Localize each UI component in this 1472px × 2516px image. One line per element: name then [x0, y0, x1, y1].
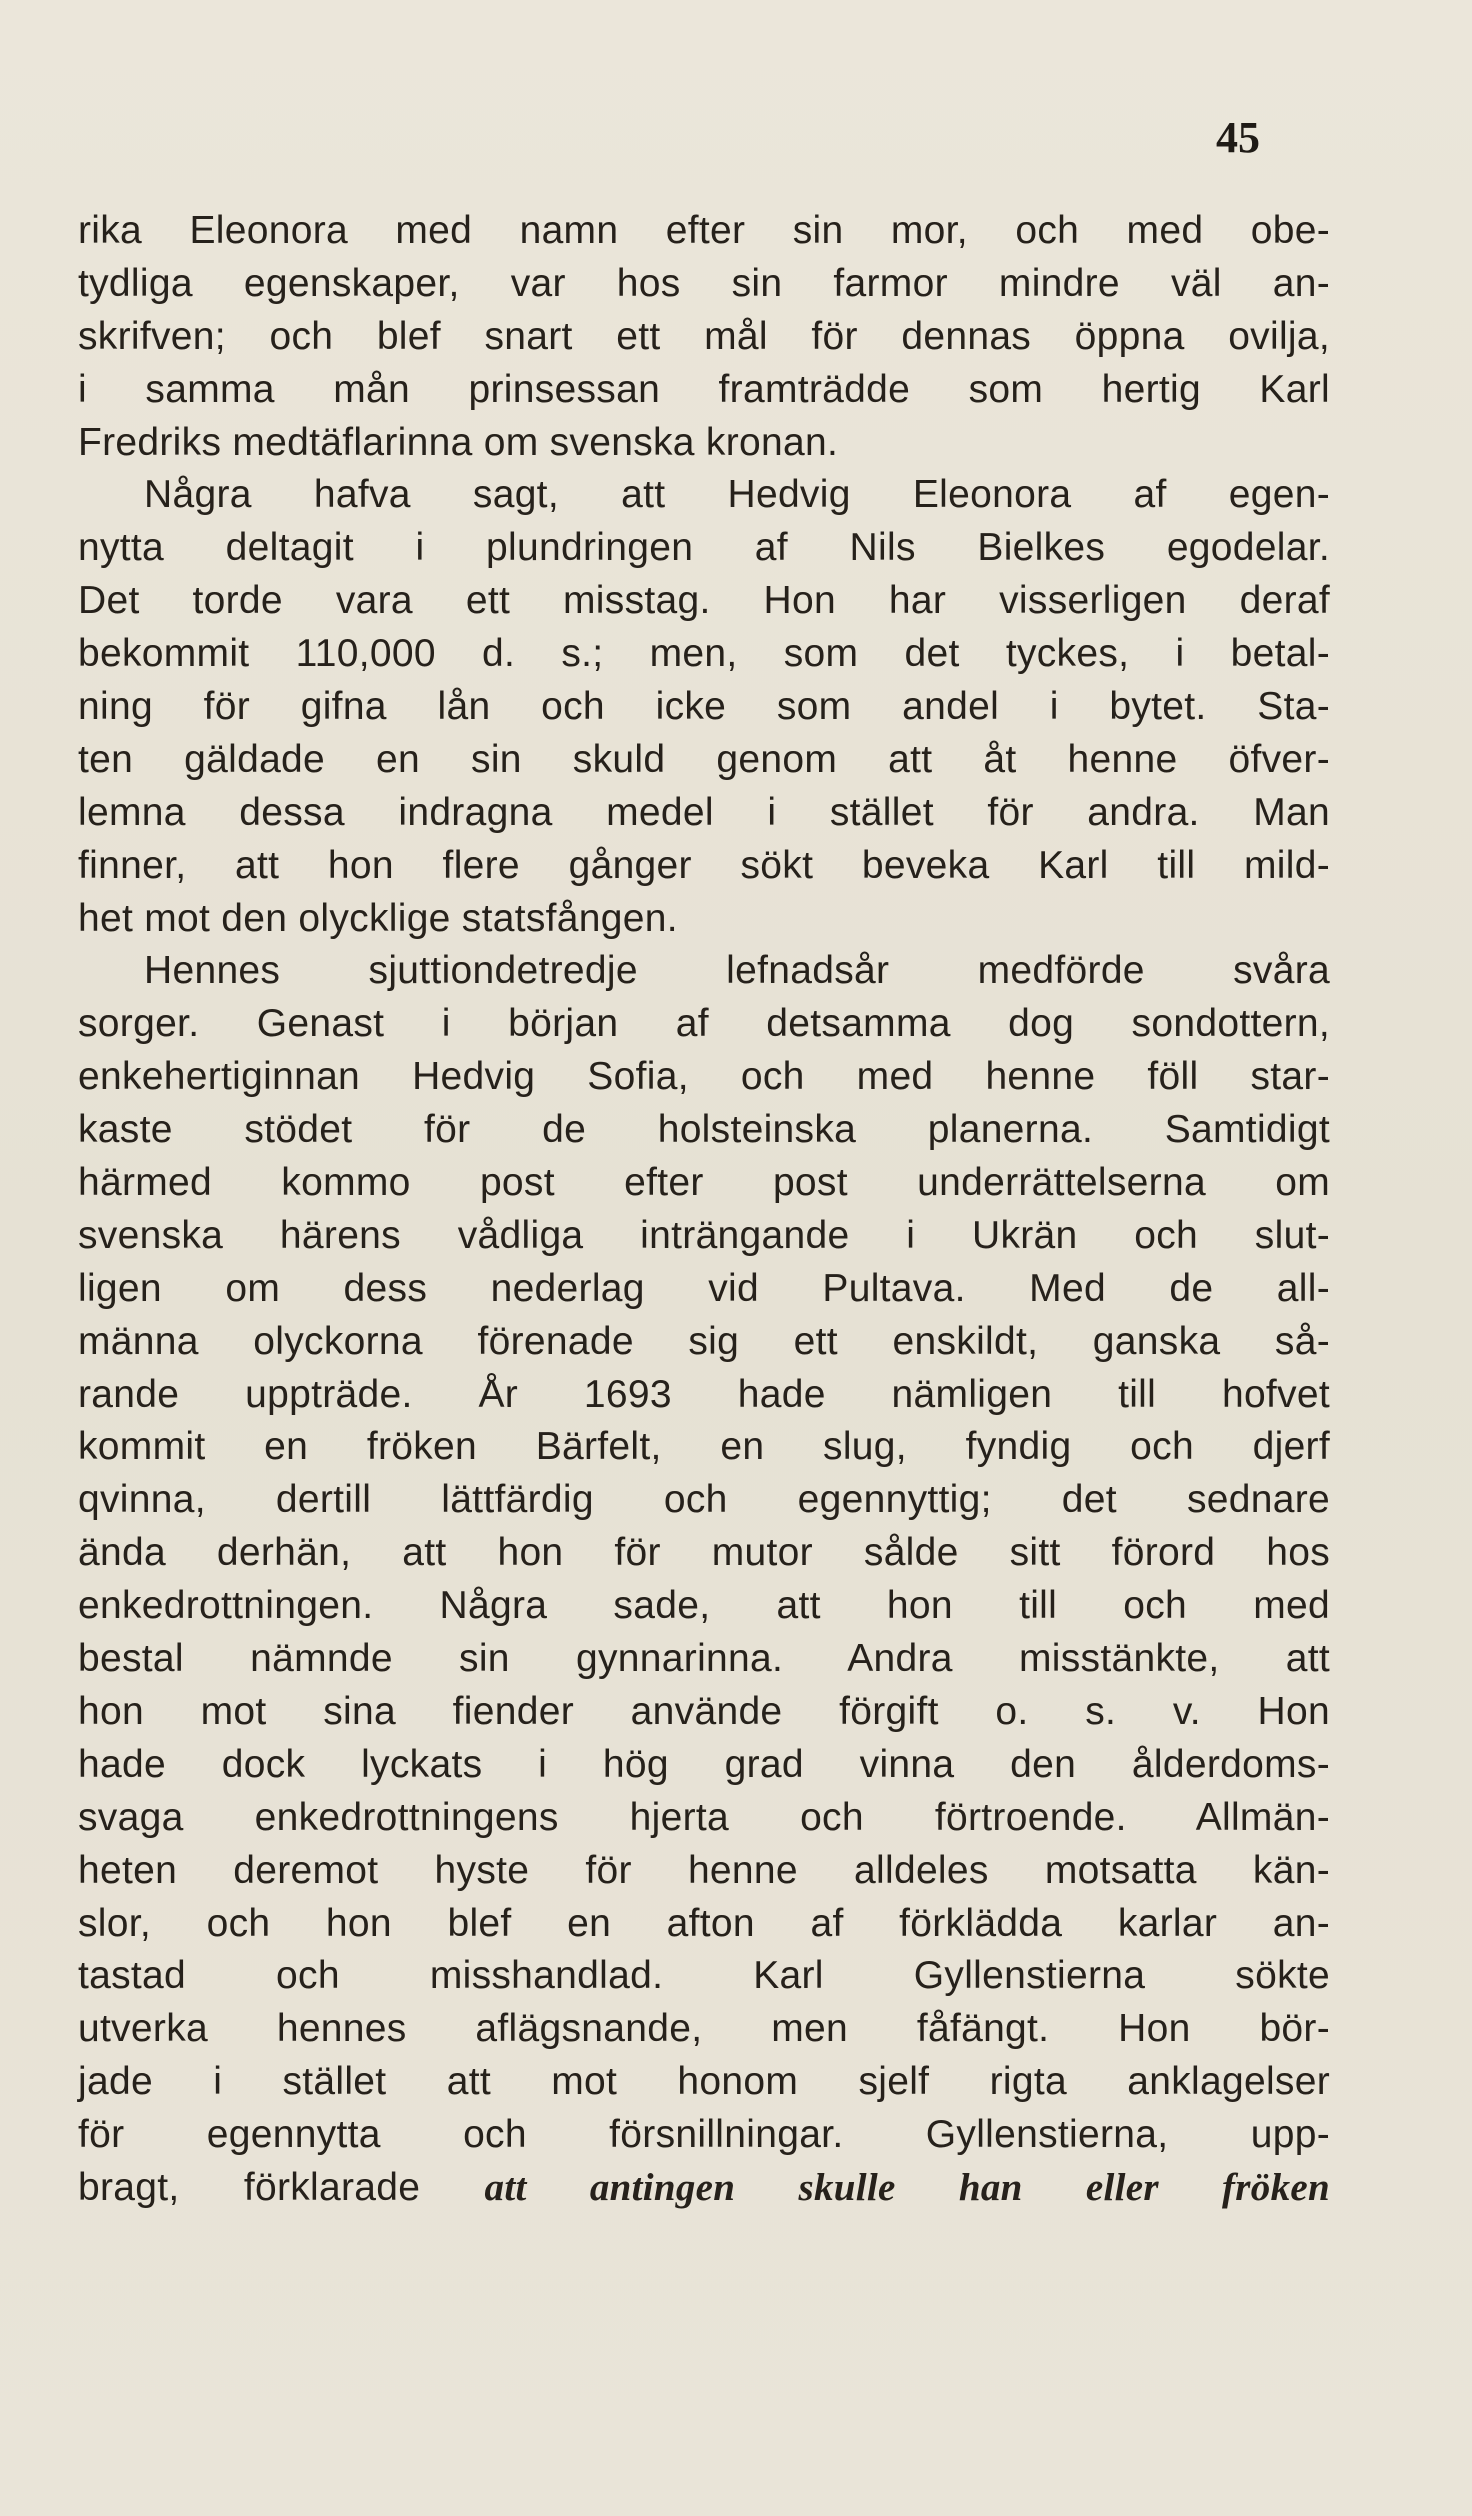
- text-line: ända derhän, att hon för mutor sålde sitt förord hos: [78, 1531, 1330, 1575]
- text-line: tastad och misshandlad. Karl Gyllenstierna sökte: [78, 1954, 1330, 1998]
- text-line: männa olyckorna förenade sig ett enskildt, ganska så-: [78, 1319, 1330, 1363]
- page-number: 45: [1216, 113, 1260, 162]
- text-line: svenska härens vådliga inträngande i Ukrän och slut-: [78, 1213, 1330, 1257]
- text-line: utverka hennes aflägsnande, men fåfängt. Hon bör-: [78, 2007, 1330, 2051]
- text-line: slor, och hon blef en afton af förklädda karlar an-: [78, 1901, 1330, 1945]
- text-line: nytta deltagit i plundringen af Nils Bielkes egodelar.: [78, 526, 1330, 570]
- final-line-italic: att antingen skulle han eller fröken: [484, 2165, 1330, 2209]
- text-line: skrifven; och blef snart ett mål för dennas öppna ovilja,: [78, 314, 1330, 358]
- final-line-lead: bragt, förklarade: [78, 2165, 485, 2209]
- text-line: hade dock lyckats i hög grad vinna den ålderdoms-: [78, 1742, 1330, 1786]
- text-line: i samma mån prinsessan framträdde som hertig Karl: [78, 367, 1330, 411]
- text-line: Hennes sjuttiondetredje lefnadsår medförde svåra: [144, 949, 1330, 993]
- text-line: enkehertiginnan Hedvig Sofia, och med henne föll star-: [78, 1055, 1330, 1099]
- text-line: heten deremot hyste för henne alldeles motsatta kän-: [78, 1848, 1330, 1892]
- text-line-final: [78, 2162, 1330, 2215]
- text-line: lemna dessa indragna medel i stället för andra. Man: [78, 790, 1330, 834]
- text-line: tydliga egenskaper, var hos sin farmor mindre väl an-: [78, 261, 1330, 305]
- text-line: bekommit 110,000 d. s.; men, som det tyckes, i betal-: [78, 632, 1330, 676]
- text-line: sorger. Genast i början af detsamma dog sondottern,: [78, 1002, 1330, 1046]
- text-line: enkedrottningen. Några sade, att hon till och med: [78, 1584, 1330, 1628]
- text-line: kommit en fröken Bärfelt, en slug, fyndig och djerf: [78, 1425, 1330, 1469]
- text-line: hon mot sina fiender använde förgift o. s. v. Hon: [78, 1689, 1330, 1733]
- text-line: bestal nämnde sin gynnarinna. Andra misstänkte, att: [78, 1637, 1330, 1681]
- text-line: ning för gifna lån och icke som andel i bytet. Sta-: [78, 685, 1330, 729]
- text-line: rika Eleonora med namn efter sin mor, och med obe-: [78, 209, 1330, 252]
- text-line: jade i stället att mot honom sjelf rigta anklagelser: [78, 2060, 1330, 2104]
- text-line: ligen om dess nederlag vid Pultava. Med de all-: [78, 1266, 1330, 1310]
- text-line: kaste stödet för de holsteinska planerna. Samtidigt: [78, 1108, 1330, 1152]
- text-line: för egennytta och försnillningar. Gyllenstierna, upp-: [78, 2113, 1330, 2157]
- text-line: svaga enkedrottningens hjerta och förtroende. Allmän-: [78, 1795, 1330, 1839]
- text-line: härmed kommo post efter post underrättelserna om: [78, 1161, 1330, 1205]
- text-line: rande uppträde. År 1693 hade nämligen till hofvet: [78, 1372, 1330, 1416]
- text-line: qvinna, dertill lättfärdig och egennyttig; det sednare: [78, 1478, 1330, 1522]
- text-line: Några hafva sagt, att Hedvig Eleonora af egen-: [144, 473, 1330, 517]
- text-line: finner, att hon flere gånger sökt beveka Karl till mild-: [78, 843, 1330, 887]
- body-text: [78, 205, 1330, 2215]
- text-line: ten gäldade en sin skuld genom att åt henne öfver-: [78, 737, 1330, 781]
- text-line: Fredriks medtäflarinna om svenska kronan.: [78, 420, 839, 464]
- text-line: het mot den olycklige statsfången.: [78, 896, 678, 940]
- text-line: Det torde vara ett misstag. Hon har visserligen deraf: [78, 579, 1330, 623]
